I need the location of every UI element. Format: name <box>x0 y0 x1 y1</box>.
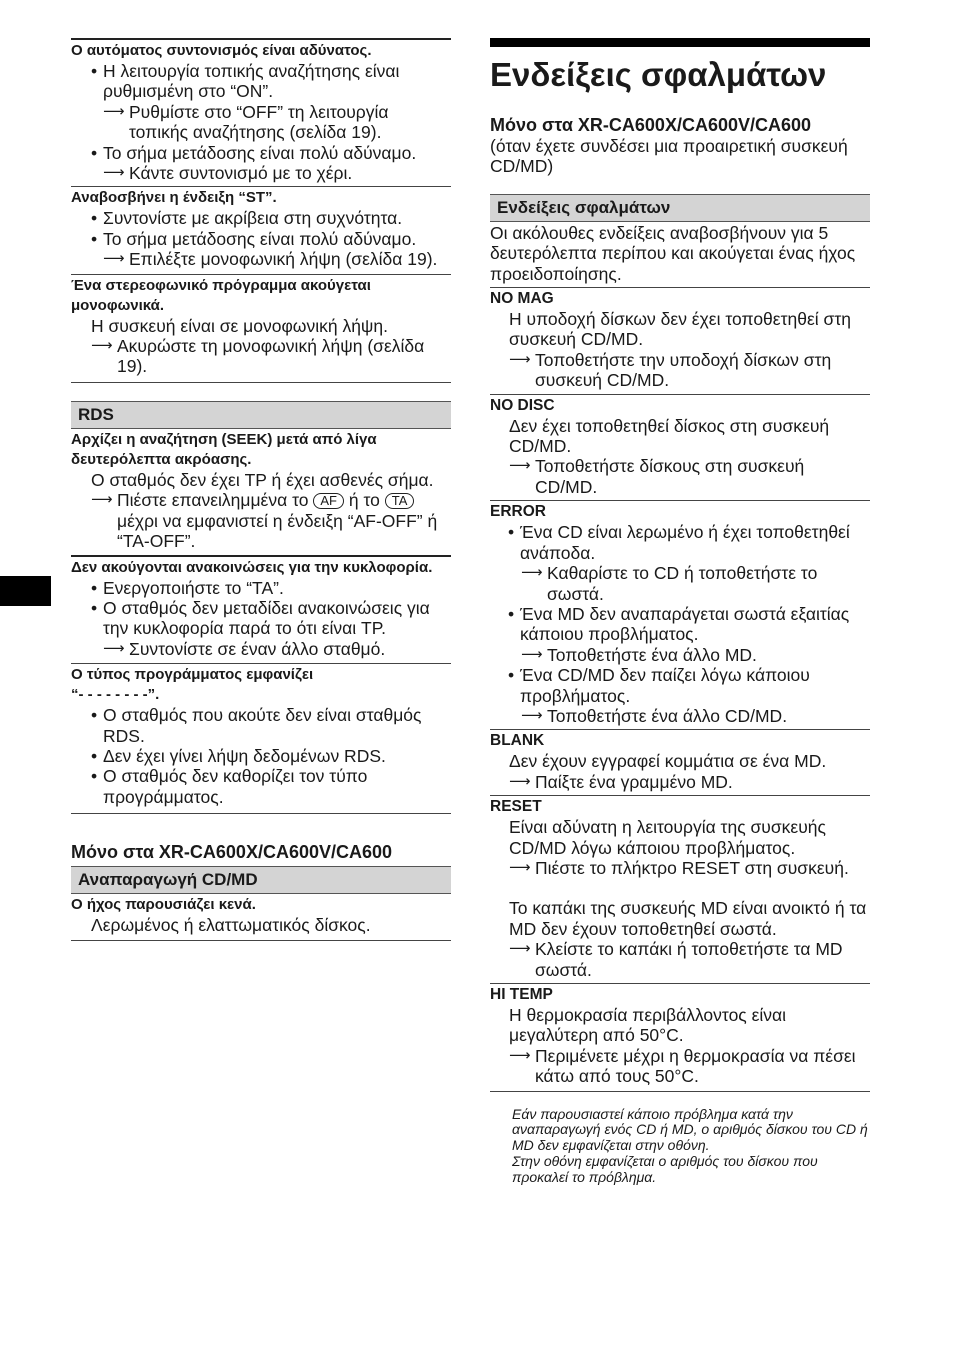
troubleshoot-auto-tuning <box>71 41 451 183</box>
cause-text: Συντονίστε με ακρίβεια στη συχνότητα. <box>103 208 403 229</box>
troubleshoot-sound-skips <box>71 895 451 935</box>
model-heading: Μόνο στα XR-CA600X/CA600V/CA600 <box>490 115 812 135</box>
remedy-text: Πιέστε το πλήκτρο RESET στη συσκευή. <box>535 857 849 878</box>
cause-text: Δεν έχει τοποθετηθεί δίσκος στη συσκευή CD/MD. <box>509 415 830 457</box>
cause-text: Ο σταθμός δεν μεταδίδει ανακοινώσεις για την κυκλοφορία παρά το ότι είναι TP. <box>103 597 430 639</box>
condition-title: Αρχίζει η αναζήτηση (SEEK) μετά από λίγα δευτερόλεπτα ακρόασης. <box>71 430 377 468</box>
right-arrow-icon: ⟶ <box>509 350 531 368</box>
error-code: ERROR <box>490 503 546 521</box>
divider <box>490 500 870 501</box>
error-code: BLANK <box>490 732 545 750</box>
section-band-rds: RDS <box>71 401 451 429</box>
cause-text: Ένα MD δεν αναπαράγεται σωστά εξαιτίας κάποιου προβλήματος. <box>520 603 850 645</box>
troubleshoot-traffic <box>71 558 451 660</box>
bullet-icon: • <box>508 665 515 686</box>
bullet-icon: • <box>91 705 98 726</box>
error-code: RESET <box>490 798 542 816</box>
divider <box>71 940 451 941</box>
right-arrow-icon: ⟶ <box>509 858 531 876</box>
remedy-text: Περιμένετε μέχρι η θερμοκρασία να πέσει κάτω από τους 50°C. <box>535 1045 856 1087</box>
cause-text: Είναι αδύνατη η λειτουργία της συσκευής CD/MD λόγω κάποιου προβλήματος. <box>509 817 826 858</box>
top-rule <box>71 38 451 40</box>
divider <box>490 1091 870 1092</box>
cause-text: Δεν έχουν εγγραφεί κομμάτια σε ένα MD. <box>509 751 827 772</box>
error-blank <box>490 731 870 792</box>
remedy-text: Συντονίστε σε έναν άλλο σταθμό. <box>129 638 386 659</box>
right-arrow-icon: ⟶ <box>91 337 113 355</box>
bullet-icon: • <box>508 522 515 543</box>
section-band-errors: Ενδείξεις σφαλμάτων <box>490 194 870 222</box>
error-no-mag <box>490 289 870 391</box>
divider <box>490 795 870 796</box>
cause-text: Ένα CD/MD δεν παίζει λόγω κάποιου προβλήματος. <box>520 665 810 706</box>
bullet-icon: • <box>91 208 98 229</box>
model-subtitle: (όταν έχετε συνδέσει μια προαιρετική συσκευή CD/MD) <box>490 136 848 177</box>
troubleshoot-seek <box>71 430 451 552</box>
cause-text: Η θερμοκρασία περιβάλλοντος είναι μεγαλύτερη από 50°C. <box>509 1005 787 1046</box>
divider <box>71 555 451 557</box>
remedy-text: Τοποθετήστε ένα άλλο CD/MD. <box>547 705 788 726</box>
remedy-text: Τοποθετήστε ένα άλλο MD. <box>547 644 757 665</box>
page-side-tab <box>0 576 51 606</box>
bullet-icon: • <box>91 142 98 163</box>
bullet-icon: • <box>91 597 98 618</box>
section-band-cdmd: Αναπαραγωγή CD/MD <box>71 866 451 894</box>
footnote <box>490 1107 870 1186</box>
error-error <box>490 502 870 726</box>
divider <box>490 729 870 730</box>
right-arrow-icon: ⟶ <box>521 564 543 582</box>
right-arrow-icon: ⟶ <box>91 491 113 509</box>
right-arrow-icon: ⟶ <box>521 706 543 724</box>
remedy-text: Καθαρίστε το CD ή τοποθετήστε το σωστά. <box>547 563 818 604</box>
troubleshoot-stereo-mono <box>71 276 451 377</box>
divider <box>71 274 451 275</box>
troubleshoot-st-flashes <box>71 188 451 269</box>
remedy-text <box>117 490 451 551</box>
right-arrow-icon: ⟶ <box>103 102 125 120</box>
cause-text: Η υποδοχή δίσκων δεν έχει τοποθετηθεί στη συσκευή CD/MD. <box>509 309 851 350</box>
remedy-text: Τοποθετήστε την υποδοχή δίσκων στη συσκευή CD/MD. <box>535 349 832 391</box>
footnote-text: Εάν παρουσιαστεί κάποιο πρόβλημα κατά την αναπαραγωγή ενός CD ή MD, ο αριθμός δίσκου του CD ή MD δεν εμφανίζεται στην οθόνη. <box>512 1105 868 1154</box>
error-code: NO DISC <box>490 396 555 414</box>
right-arrow-icon: ⟶ <box>509 772 531 790</box>
divider <box>71 813 451 814</box>
divider <box>71 663 451 664</box>
right-arrow-icon: ⟶ <box>103 250 125 268</box>
bullet-icon: • <box>91 61 98 81</box>
right-arrow-icon: ⟶ <box>103 164 125 182</box>
cause-text: Η συσκευή είναι σε μονοφωνική λήψη. <box>91 315 389 336</box>
cause-text: Ο σταθμός δεν καθορίζει τον τύπο προγράμματος. <box>103 766 368 807</box>
condition-title: Δεν ακούγονται ανακοινώσεις για την κυκλοφορία. <box>71 558 433 576</box>
right-arrow-icon: ⟶ <box>521 645 543 663</box>
right-column <box>490 0 870 1186</box>
bullet-icon: • <box>91 228 98 249</box>
model-heading: Μόνο στα XR-CA600X/CA600V/CA600 <box>71 842 393 863</box>
divider <box>490 983 870 984</box>
error-code: HI TEMP <box>490 986 553 1003</box>
heading-rule <box>490 38 870 47</box>
cause-text: Λερωμένος ή ελαττωματικός δίσκος. <box>91 915 371 936</box>
divider <box>71 382 451 383</box>
error-hi-temp <box>490 985 870 1087</box>
condition-title: Ο ήχος παρουσιάζει κενά. <box>71 896 256 914</box>
left-column <box>71 0 451 941</box>
remedy-text-part: μέχρι να εμφανιστεί η ένδειξη “AF-OFF” ή “TA-OFF”. <box>117 510 438 552</box>
cause-text: Ο σταθμός δεν έχει TP ή έχει ασθενές σήμα. <box>91 469 434 490</box>
cause-text: Η λειτουργία τοπικής αναζήτησης είναι ρυθμισμένη στο “ON”. <box>103 61 400 102</box>
remedy-text-part: Πιέστε επανειλημμένα το <box>117 490 309 511</box>
cause-text: Ο σταθμός που ακούτε δεν είναι σταθμός RDS. <box>103 705 422 746</box>
bullet-icon: • <box>91 577 98 598</box>
troubleshoot-program-type <box>71 665 451 807</box>
divider <box>490 394 870 395</box>
condition-title: Αναβοσβήνει η ένδειξη “ST”. <box>71 189 277 207</box>
remedy-text: Επιλέξτε μονοφωνική λήψη (σελίδα 19). <box>129 249 438 270</box>
condition-title: Ένα στερεοφωνικό πρόγραμμα ακούγεται μονοφωνικά. <box>71 276 371 314</box>
cause-text: Δεν έχει γίνει λήψη δεδομένων RDS. <box>103 745 386 766</box>
remedy-text-part: ή το <box>348 490 380 511</box>
remedy-text: Ακυρώστε τη μονοφωνική λήψη (σελίδα 19). <box>117 336 425 377</box>
divider <box>490 287 870 288</box>
ta-button-key: TA <box>385 493 415 509</box>
af-button-key: AF <box>313 493 344 509</box>
error-reset <box>490 797 870 980</box>
remedy-text: Παίξτε ένα γραμμένο MD. <box>535 771 733 792</box>
condition-title <box>71 665 451 705</box>
bullet-icon: • <box>508 603 515 624</box>
error-code: NO MAG <box>490 290 554 308</box>
condition-title: Ο αυτόματος συντονισμός είναι αδύνατος. <box>71 42 372 59</box>
bullet-icon: • <box>91 745 98 766</box>
right-arrow-icon: ⟶ <box>509 1046 531 1064</box>
bullet-icon: • <box>91 766 98 787</box>
page-title: Ενδείξεις σφαλμάτων <box>490 56 827 93</box>
right-arrow-icon: ⟶ <box>103 639 125 657</box>
condition-title-line: “- - - - - - - -”. <box>71 686 160 704</box>
remedy-text: Τοποθετήστε δίσκους στη συσκευή CD/MD. <box>535 456 805 497</box>
intro-text: Οι ακόλουθες ενδείξεις αναβοσβήνουν για 5 δευτερόλεπτα περίπου και ακούγεται ένας ήχος προειδοποίησης. <box>490 222 856 284</box>
right-arrow-icon: ⟶ <box>509 940 531 958</box>
remedy-text: Κλείστε το καπάκι ή τοποθετήστε τα MD σωστά. <box>535 939 843 980</box>
error-no-disc <box>490 396 870 498</box>
cause-text: Το καπάκι της συσκευής MD είναι ανοικτό ή τα MD δεν έχουν τοποθετηθεί σωστά. <box>509 898 867 939</box>
right-arrow-icon: ⟶ <box>509 457 531 475</box>
divider <box>71 186 451 187</box>
cause-text: Το σήμα μετάδοσης είναι πολύ αδύναμο. <box>103 142 417 163</box>
remedy-text: Κάντε συντονισμό με το χέρι. <box>129 163 353 184</box>
condition-title-line: Ο τύπος προγράμματος εμφανίζει <box>71 666 314 684</box>
remedy-text: Ρυθμίστε στο “OFF” τη λειτουργία τοπικής αναζήτησης (σελίδα 19). <box>129 101 389 143</box>
footnote-text: Στην οθόνη εμφανίζεται ο αριθμός του δίσκου που προκαλεί το πρόβλημα. <box>512 1153 818 1185</box>
cause-text: Ενεργοποιήστε το “TA”. <box>103 577 284 598</box>
cause-text: Ένα CD είναι λερωμένο ή έχει τοποθετηθεί ανάποδα. <box>520 522 850 563</box>
cause-text: Το σήμα μετάδοσης είναι πολύ αδύναμο. <box>103 228 417 249</box>
